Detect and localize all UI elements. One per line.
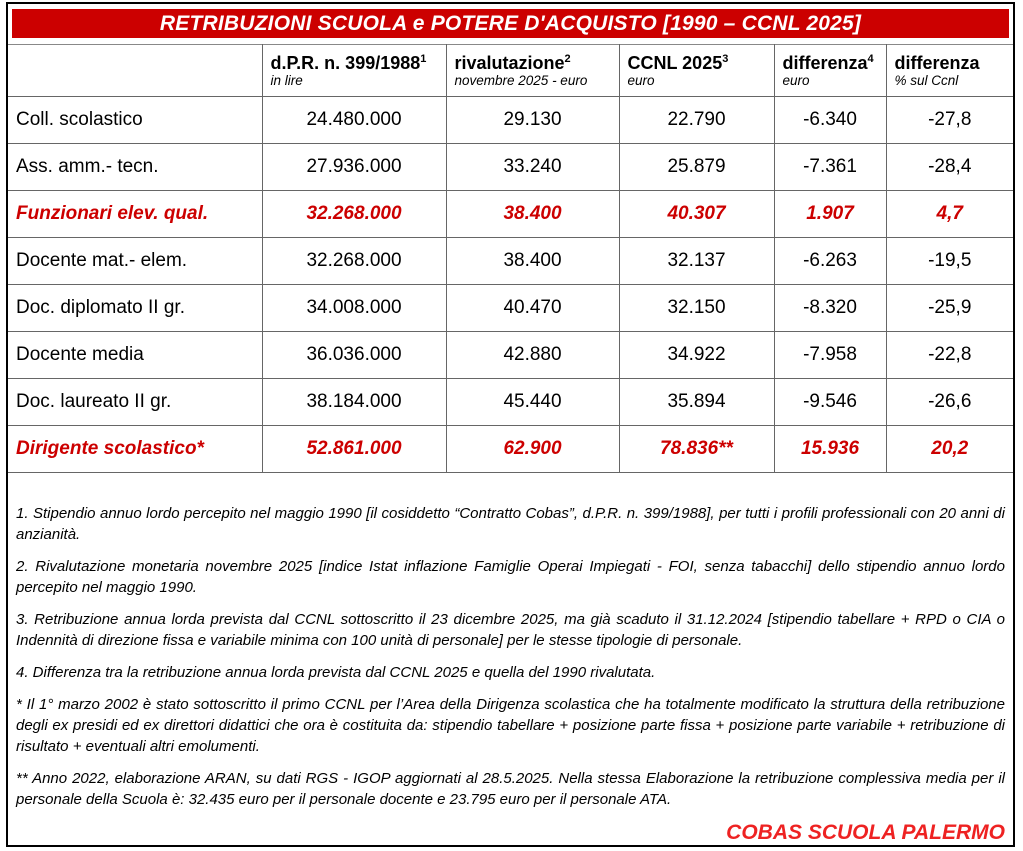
row-label: Docente media bbox=[8, 332, 262, 379]
row-label: Doc. diplomato II gr. bbox=[8, 285, 262, 332]
table-row-docente-mat-elem bbox=[8, 238, 1013, 285]
table-cell: 15.936 bbox=[774, 426, 886, 473]
table-cell: 38.400 bbox=[446, 191, 619, 238]
footnote-double-asterisk: ** Anno 2022, elaborazione ARAN, su dati RGS - IGOP aggiornati al 28.5.2025. Nella stessa Elaborazione la retribuzione complessiva media per il personale della Scuola è: 32.435 euro per il personale docente e 23.795 euro per il personale ATA. bbox=[16, 770, 1005, 808]
table-cell: -7.361 bbox=[774, 144, 886, 191]
row-label: Ass. amm.- tecn. bbox=[8, 144, 262, 191]
table-cell: 32.268.000 bbox=[262, 238, 446, 285]
row-label: Docente mat.- elem. bbox=[8, 238, 262, 285]
row-label: Dirigente scolastico* bbox=[8, 426, 262, 473]
table-cell: -27,8 bbox=[886, 97, 1013, 144]
table-cell: -7.958 bbox=[774, 332, 886, 379]
table-cell: 4,7 bbox=[886, 191, 1013, 238]
table-cell: -28,4 bbox=[886, 144, 1013, 191]
column-header-unit: euro bbox=[627, 72, 655, 88]
footnote-3: 3. Retribuzione annua lorda prevista dal CCNL sottoscritto il 23 dicembre 2025, ma già scaduto il 31.12.2024 [stipendio tabellare + RPD o CIA o Indennità di direzione fissa e variabile minima con 100 unità di personale] per le stesse tipologie di personale. bbox=[16, 611, 1005, 649]
table-cell: 25.879 bbox=[619, 144, 774, 191]
table-row-doc-diplomato-ii-gr bbox=[8, 285, 1013, 332]
table-cell: 27.936.000 bbox=[262, 144, 446, 191]
table-row-docente-media bbox=[8, 332, 1013, 379]
footnote-1: 1. Stipendio annuo lordo percepito nel maggio 1990 [il cosiddetto “Contratto Cobas”, d.P.R. n. 399/1988], per tutti i profili professionali con 20 anni di anzianità. bbox=[16, 505, 1005, 543]
table-cell: 78.836** bbox=[619, 426, 774, 473]
column-header-unit: in lire bbox=[270, 72, 303, 88]
document-frame bbox=[6, 2, 1015, 847]
column-header-label: rivalutazione bbox=[454, 52, 565, 73]
row-label: Funzionari elev. qual. bbox=[8, 191, 262, 238]
column-header-ccnl-2025 bbox=[619, 45, 774, 97]
table-row-dirigente-scolastico bbox=[8, 426, 1013, 473]
table-cell: -22,8 bbox=[886, 332, 1013, 379]
table-cell: 52.861.000 bbox=[262, 426, 446, 473]
table-cell: 40.470 bbox=[446, 285, 619, 332]
table-row-coll-scolastico bbox=[8, 97, 1013, 144]
column-header-empty bbox=[8, 45, 262, 97]
table-cell: 38.184.000 bbox=[262, 379, 446, 426]
table-cell: -8.320 bbox=[774, 285, 886, 332]
column-header-differenza-euro bbox=[774, 45, 886, 97]
table-cell: 38.400 bbox=[446, 238, 619, 285]
table-cell: 1.907 bbox=[774, 191, 886, 238]
column-header-label: differenza bbox=[782, 52, 868, 73]
table-cell: 36.036.000 bbox=[262, 332, 446, 379]
table-cell: 34.922 bbox=[619, 332, 774, 379]
column-header-label: differenza bbox=[894, 52, 980, 73]
table-cell: 32.150 bbox=[619, 285, 774, 332]
table-cell: 33.240 bbox=[446, 144, 619, 191]
table-cell: 24.480.000 bbox=[262, 97, 446, 144]
table-cell: -6.263 bbox=[774, 238, 886, 285]
salary-table bbox=[8, 44, 1013, 473]
table-cell: 62.900 bbox=[446, 426, 619, 473]
table-row-ass-amm-tecn bbox=[8, 144, 1013, 191]
row-label: Doc. laureato II gr. bbox=[8, 379, 262, 426]
table-cell: -25,9 bbox=[886, 285, 1013, 332]
table-cell: 32.137 bbox=[619, 238, 774, 285]
title-bar bbox=[12, 9, 1009, 38]
table-cell: 34.008.000 bbox=[262, 285, 446, 332]
column-header-unit: novembre 2025 - euro bbox=[454, 72, 588, 88]
table-cell: 22.790 bbox=[619, 97, 774, 144]
table-cell: 20,2 bbox=[886, 426, 1013, 473]
footnotes bbox=[8, 473, 1013, 810]
table-cell: -19,5 bbox=[886, 238, 1013, 285]
table-cell: 32.268.000 bbox=[262, 191, 446, 238]
credit-line: COBAS SCUOLA PALERMO bbox=[726, 821, 1005, 844]
footnote-4: 4. Differenza tra la retribuzione annua lorda prevista dal CCNL 2025 e quella del 1990 rivalutata. bbox=[16, 664, 656, 681]
table-cell: -6.340 bbox=[774, 97, 886, 144]
footnote-2: 2. Rivalutazione monetaria novembre 2025 [indice Istat inflazione Famiglie Operai Impiegati - FOI, senza tabacchi] dello stipendio annuo lordo percepito nel maggio 1990. bbox=[16, 558, 1005, 596]
table-cell: 29.130 bbox=[446, 97, 619, 144]
table-cell: 40.307 bbox=[619, 191, 774, 238]
column-header-unit: % sul Ccnl bbox=[894, 72, 959, 88]
table-row-doc-laureato-ii-gr bbox=[8, 379, 1013, 426]
column-header-label: CCNL 2025 bbox=[627, 52, 723, 73]
table-row-funzionari-elev-qual bbox=[8, 191, 1013, 238]
row-label: Coll. scolastico bbox=[8, 97, 262, 144]
header-row bbox=[8, 45, 1013, 97]
table-cell: -26,6 bbox=[886, 379, 1013, 426]
footnote-asterisk: * Il 1° marzo 2002 è stato sottoscritto il primo CCNL per l’Area della Dirigenza scolastica che ha totalmente modificato la struttura della retribuzione degli ex presidi ed ex direttori didattici che ora è costituita da: stipendio tabellare + posizione parte fissa + posizione parte variabile + retribuzione di risultato + eventuali altri emolumenti. bbox=[16, 696, 1005, 755]
table-cell: 42.880 bbox=[446, 332, 619, 379]
footnote-marker: 2 bbox=[564, 52, 571, 65]
column-header-unit: euro bbox=[782, 72, 810, 88]
column-header-label: d.P.R. n. 399/1988 bbox=[270, 52, 421, 73]
column-header-rivalutazione bbox=[446, 45, 619, 97]
footnote-marker: 4 bbox=[867, 52, 874, 65]
footnote-marker: 3 bbox=[722, 52, 729, 65]
table-cell: 45.440 bbox=[446, 379, 619, 426]
footnote-marker: 1 bbox=[420, 52, 427, 65]
table-cell: 35.894 bbox=[619, 379, 774, 426]
table-cell: -9.546 bbox=[774, 379, 886, 426]
column-header-dpr-399-1988 bbox=[262, 45, 446, 97]
column-header-differenza-percent bbox=[886, 45, 1013, 97]
page-title: RETRIBUZIONI SCUOLA e POTERE D'ACQUISTO [1990 – CCNL 2025] bbox=[159, 12, 862, 35]
